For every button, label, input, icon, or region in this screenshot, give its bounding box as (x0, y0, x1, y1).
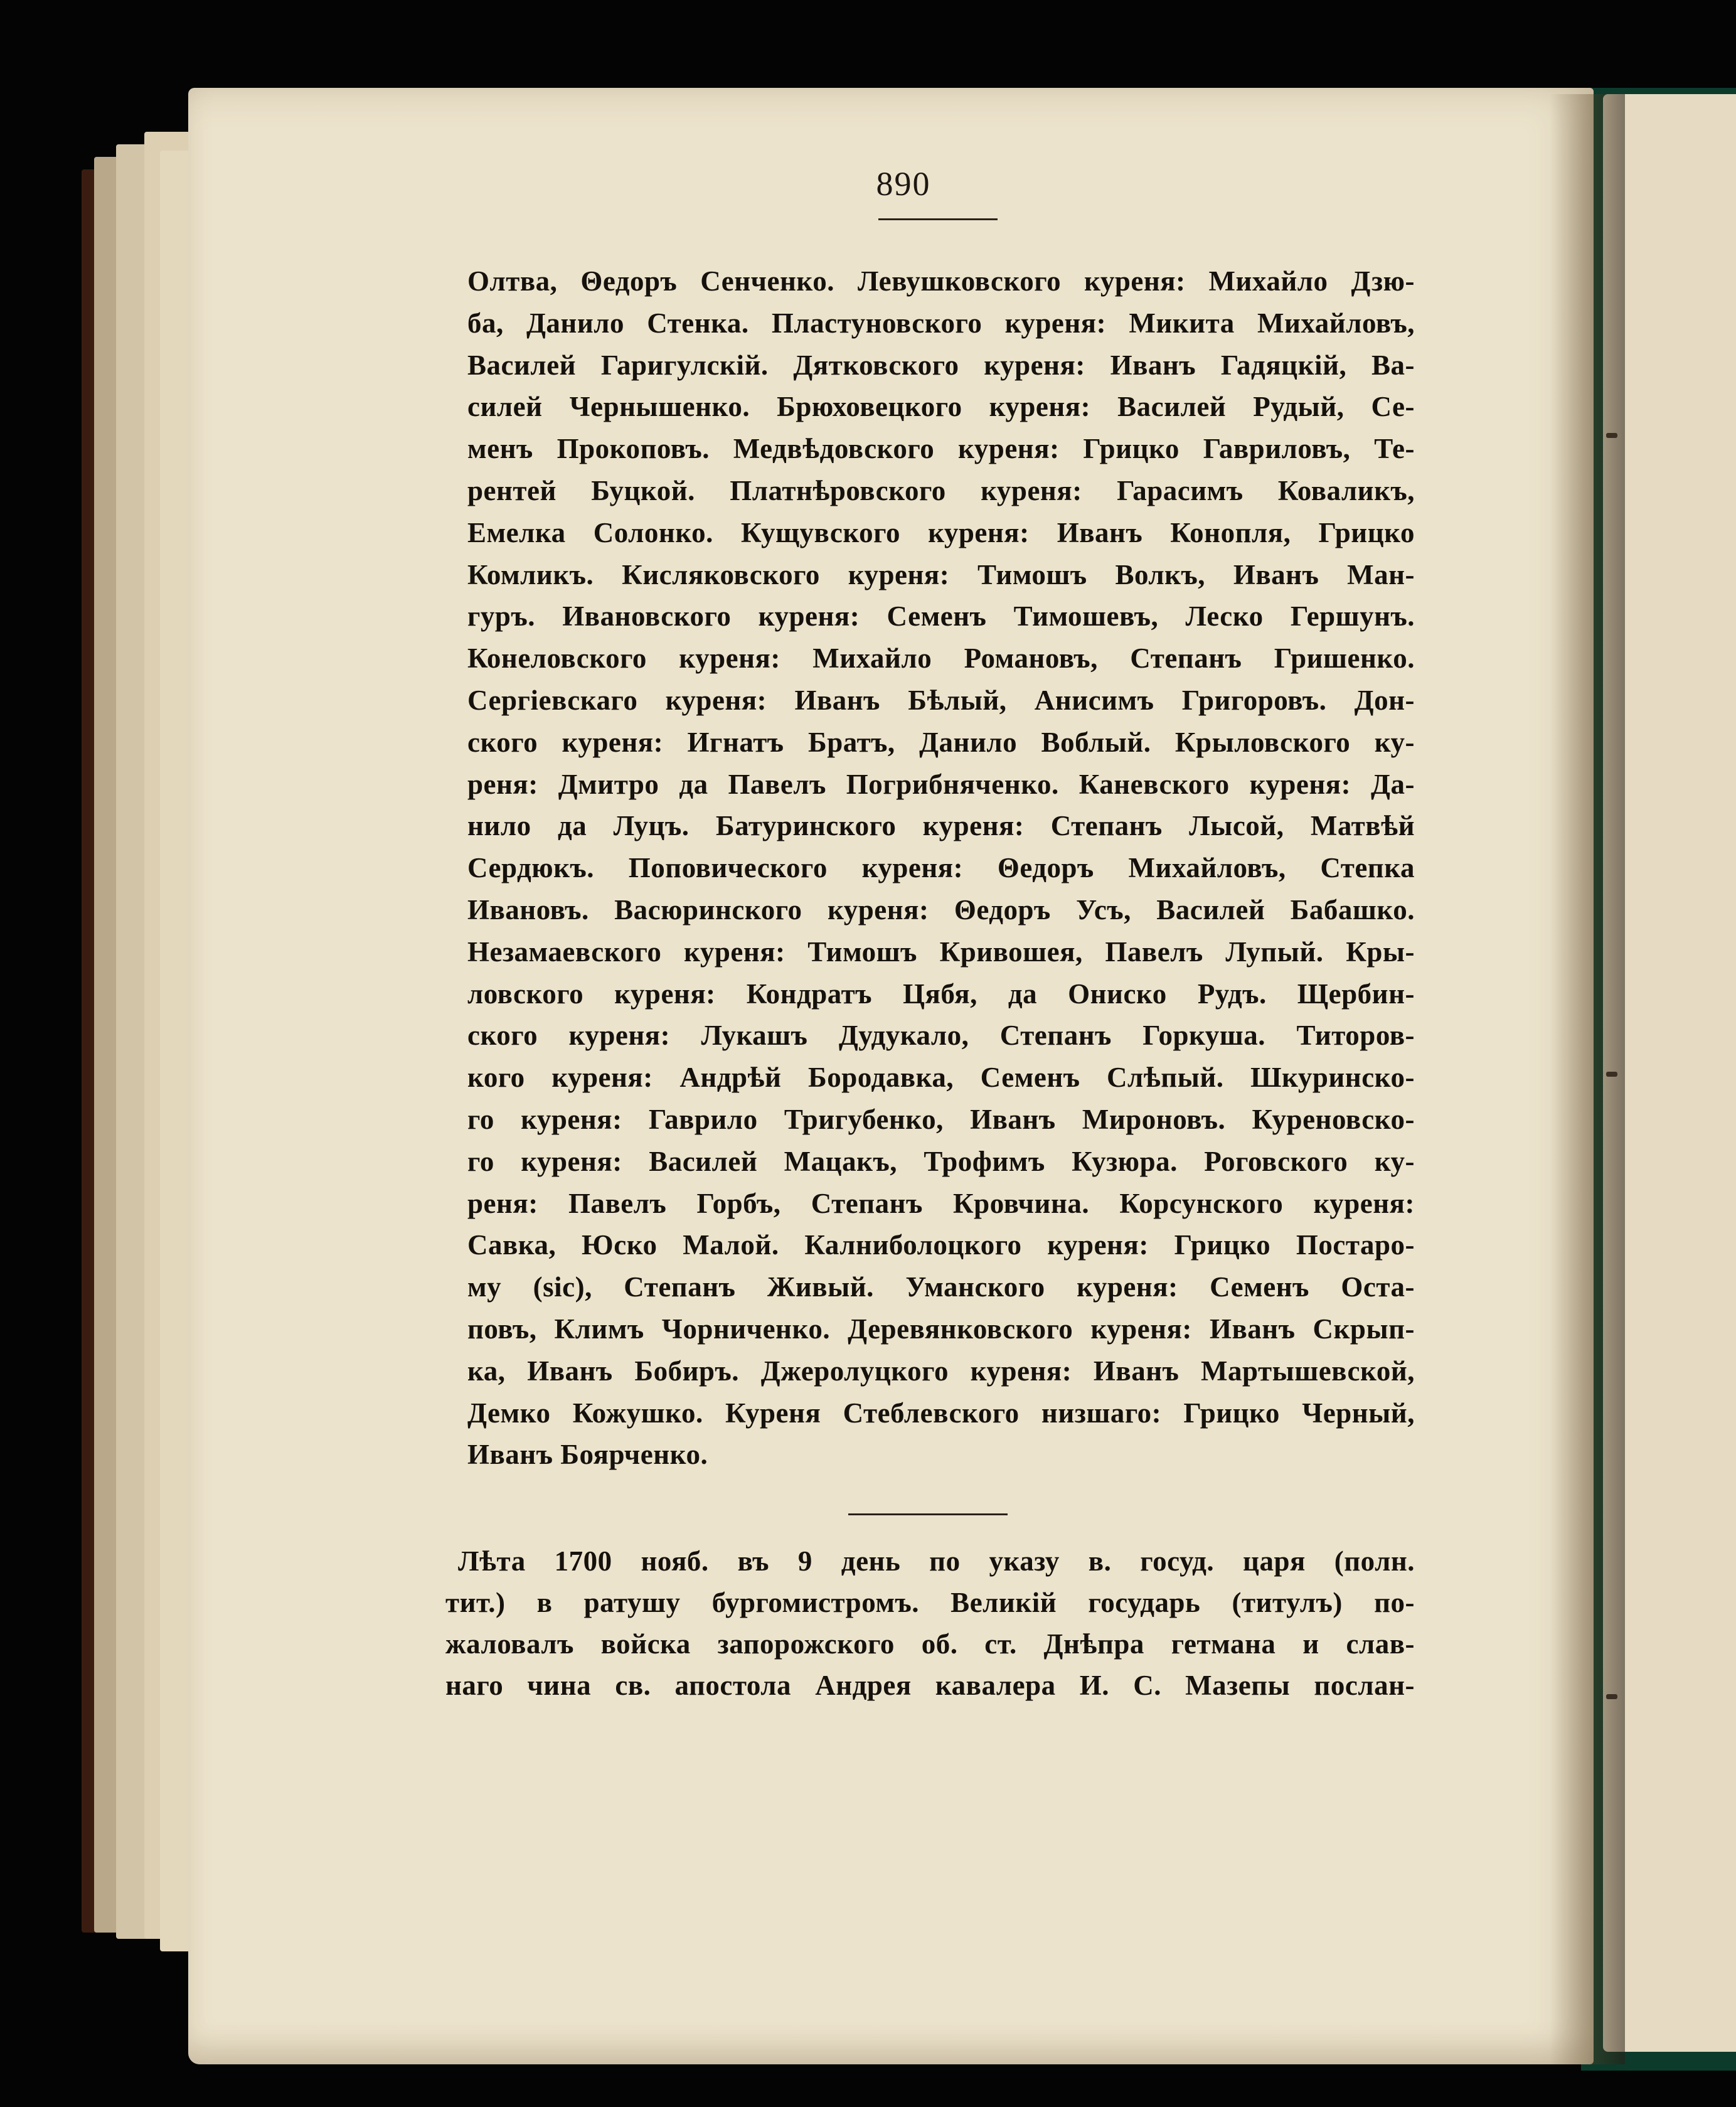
entry-text (445, 1540, 1415, 1706)
text-line: ского куреня: Игнатъ Братъ, Данило Воблый. Крыловского ку- (467, 726, 1415, 758)
text-line: силей Чернышенко. Брюховецкого куреня: Василей Рудый, Се- (467, 391, 1415, 423)
text-line: ка, Иванъ Бобиръ. Джеролуцкого куреня: Иванъ Мартышевской, (467, 1355, 1415, 1387)
text-line: Сердюкъ. Поповического куреня: Θедоръ Михайловъ, Степка (467, 852, 1415, 884)
text-line: Олтва, Θедоръ Сенченко. Левушковского куреня: Михайло Дзю- (467, 265, 1415, 297)
text-line: тит.) в ратушу бургомистромъ. Великій государь (титулъ) по- (445, 1587, 1415, 1618)
header-rule (878, 218, 998, 220)
text-line: менъ Прокоповъ. Медвѣдовского куреня: Грицко Гавриловъ, Те- (467, 433, 1415, 465)
text-line: Комликъ. Кисляковского куреня: Тимошъ Волкъ, Иванъ Ман- (467, 558, 1415, 590)
page-tab-mark (1606, 1694, 1617, 1699)
text-line: гуръ. Ивановского куреня: Семенъ Тимошевъ, Леско Гершунъ. (467, 600, 1415, 632)
text-line: му (sic), Степанъ Живый. Уманского куреня: Семенъ Оста- (467, 1271, 1415, 1303)
text-line: Емелка Солонко. Кущувского куреня: Иванъ Конопля, Грицко (467, 516, 1415, 548)
text-line: го куреня: Гаврило Тригубенко, Иванъ Мироновъ. Куреновско- (467, 1103, 1415, 1135)
text-line: реня: Дмитро да Павелъ Погрибняченко. Каневского куреня: Да- (467, 768, 1415, 800)
text-line: Демко Кожушко. Куреня Стеблевского низшаго: Грицко Черный, (467, 1397, 1415, 1429)
text-line: Незамаевского куреня: Тимошъ Кривошея, Павелъ Лупый. Кры- (467, 936, 1415, 968)
text-line: Иванъ Боярченко. (467, 1439, 708, 1471)
text-line: ловского куреня: Кондратъ Цябя, да Ониско Рудъ. Щербин- (467, 978, 1415, 1010)
text-line: Сергіевскаго куреня: Иванъ Бѣлый, Анисимъ Григоровъ. Дон- (467, 684, 1415, 716)
section-divider (848, 1513, 1008, 1515)
text-line: рентей Буцкой. Платнѣровского куреня: Гарасимъ Коваликъ, (467, 474, 1415, 506)
body-text (467, 260, 1415, 1476)
text-line: реня: Павелъ Горбъ, Степанъ Кровчина. Корсунского куреня: (467, 1187, 1415, 1219)
text-line: го куреня: Василей Мацакъ, Трофимъ Кузюра. Роговского ку- (467, 1145, 1415, 1177)
text-line: Савка, Юско Малой. Калниболоцкого куреня: Грицко Постаро- (467, 1229, 1415, 1261)
page-number: 890 (876, 165, 931, 203)
text-line: Ивановъ. Васюринского куреня: Θедоръ Усъ, Василей Бабашко. (467, 893, 1415, 925)
page-tab-mark (1606, 1072, 1617, 1077)
page-tab-mark (1606, 433, 1617, 438)
text-line: ба, Данило Стенка. Пластуновского куреня: Микита Михайловъ, (467, 307, 1415, 339)
page-gutter-shadow (1550, 94, 1625, 2064)
text-line: Лѣта 1700 нояб. въ 9 день по указу в. госуд. царя (полн. (458, 1545, 1415, 1577)
text-line: ского куреня: Лукашъ Дудукало, Степанъ Горкуша. Титоров- (467, 1020, 1415, 1052)
text-line: повъ, Климъ Чорниченко. Деревянковского куреня: Иванъ Скрып- (467, 1313, 1415, 1345)
text-line: Конеловского куреня: Михайло Романовъ, Степанъ Гришенко. (467, 643, 1415, 675)
text-line: наго чина св. апостола Андрея кавалера И. С. Мазепы послан- (445, 1670, 1415, 1701)
text-line: Василей Гаригулскій. Дятковского куреня: Иванъ Гадяцкій, Ва- (467, 349, 1415, 381)
text-line: нило да Луцъ. Батуринского куреня: Степанъ Лысой, Матвѣй (467, 810, 1415, 842)
text-line: жаловалъ войска запорожского об. ст. Днѣпра гетмана и слав- (445, 1628, 1415, 1660)
text-line: кого куреня: Андрѣй Бородавка, Семенъ Слѣпый. Шкуринско- (467, 1062, 1415, 1094)
